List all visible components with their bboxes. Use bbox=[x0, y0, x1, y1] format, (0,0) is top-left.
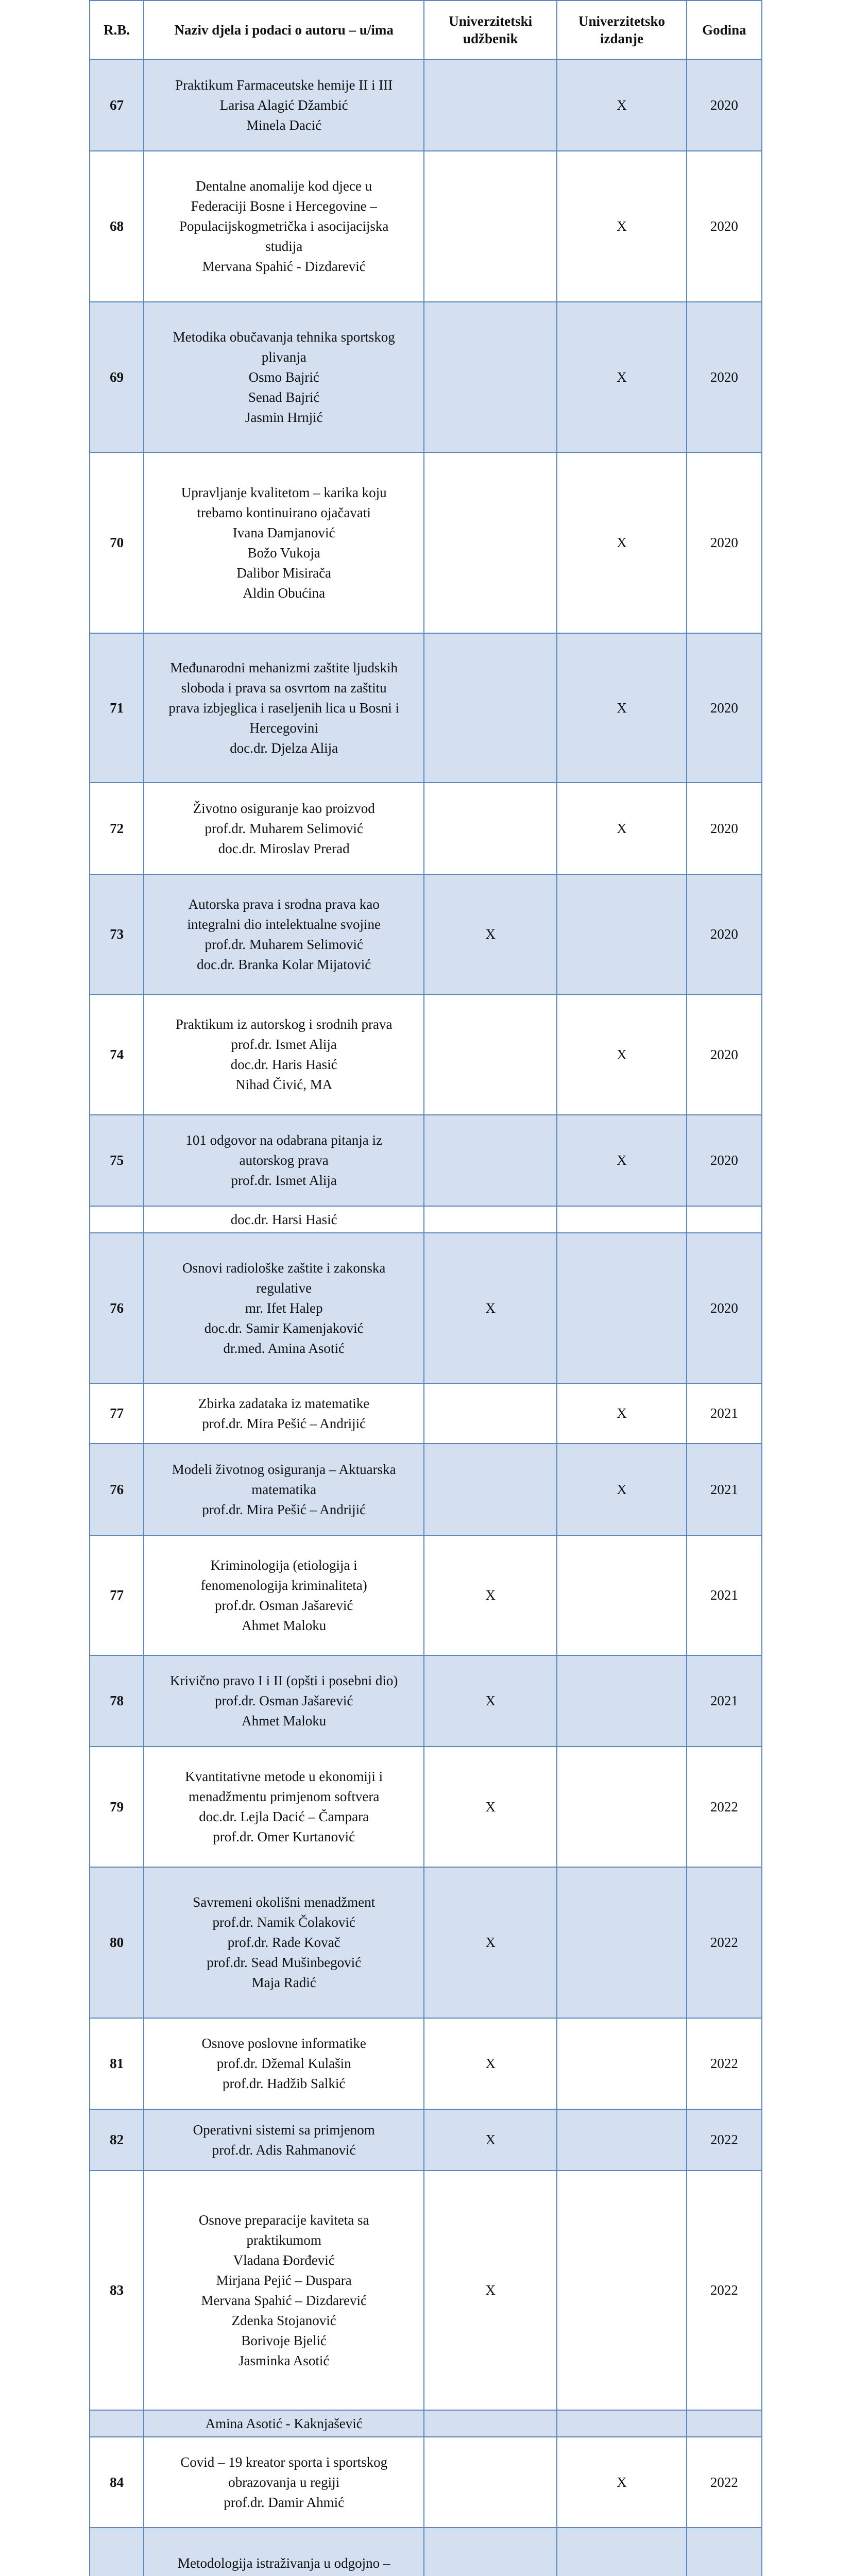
work-title-line: Praktikum Farmaceutske hemije II i III bbox=[175, 77, 393, 93]
author-line: prof.dr. Damir Ahmić bbox=[224, 2494, 345, 2510]
author-line: prof.dr. Ismet Alija bbox=[231, 1173, 337, 1188]
cell-edition: X bbox=[557, 633, 686, 783]
author-line bbox=[146, 2573, 421, 2576]
author-line: Nihad Čivić, MA bbox=[235, 1077, 333, 1092]
cell-rb: 83 bbox=[90, 2171, 144, 2410]
cell-rb: 71 bbox=[90, 633, 144, 783]
table-row bbox=[90, 1233, 762, 1383]
author-line: Mirjana Pejić – Duspara bbox=[216, 2272, 352, 2288]
cell-title-authors bbox=[144, 2018, 424, 2109]
cell-edition: X bbox=[557, 452, 686, 633]
work-title-line: Operativni sistemi sa primjenom bbox=[193, 2122, 375, 2138]
cell-title-authors bbox=[144, 452, 424, 633]
cell-textbook bbox=[424, 994, 557, 1115]
author-line: Maja Radić bbox=[251, 1975, 316, 1990]
cell-edition bbox=[557, 1206, 686, 1233]
cell-year: 2020 bbox=[687, 874, 762, 994]
cell-edition bbox=[557, 874, 686, 994]
cell-edition: X bbox=[557, 1115, 686, 1206]
author-line: doc.dr. Djelza Alija bbox=[230, 740, 338, 756]
cell-title-authors bbox=[144, 1747, 424, 1867]
author-line: doc.dr. Samir Kamenjaković bbox=[204, 1320, 364, 1336]
work-title-line: Međunarodni mehanizmi zaštite ljudskih bbox=[170, 659, 398, 675]
cell-textbook bbox=[424, 59, 557, 151]
cell-edition: X bbox=[557, 302, 686, 452]
cell-year: 2020 bbox=[687, 302, 762, 452]
cell-rb: 74 bbox=[90, 994, 144, 1115]
cell-textbook bbox=[424, 783, 557, 874]
author-line: doc.dr. Lejla Dacić – Čampara bbox=[199, 1809, 369, 1824]
cell-edition bbox=[557, 1747, 686, 1867]
cell-rb bbox=[90, 2528, 144, 2576]
cell-title-authors bbox=[144, 2171, 424, 2410]
cell-textbook: X bbox=[424, 1233, 557, 1383]
table-row bbox=[90, 2528, 762, 2576]
author-line: Ahmet Maloku bbox=[242, 1713, 327, 1728]
author-line: doc.dr. Harsi Hasić bbox=[230, 1211, 337, 1227]
table-row bbox=[90, 151, 762, 302]
author-line: Borivoje Bjelić bbox=[241, 2332, 327, 2348]
author-line: prof.dr. Džemal Kulašin bbox=[216, 2056, 351, 2071]
cell-title-authors bbox=[144, 2109, 424, 2171]
cell-textbook bbox=[424, 2437, 557, 2528]
cell-edition: X bbox=[557, 1383, 686, 1444]
cell-edition bbox=[557, 2528, 686, 2576]
author-line: Ivana Damjanović bbox=[232, 524, 335, 540]
cell-rb: 81 bbox=[90, 2018, 144, 2109]
author-line: prof.dr. Sead Mušinbegović bbox=[207, 1955, 362, 1970]
cell-year: 2022 bbox=[687, 2171, 762, 2410]
cell-year: 2021 bbox=[687, 1535, 762, 1655]
cell-edition: X bbox=[557, 151, 686, 302]
cell-year: 2020 bbox=[687, 1233, 762, 1383]
header-title: Naziv djela i podaci o autoru – u/ima bbox=[144, 1, 424, 59]
cell-textbook bbox=[424, 1206, 557, 1233]
table-row bbox=[90, 874, 762, 994]
author-line: prof.dr. Namik Čolaković bbox=[212, 1914, 355, 1930]
author-line: Amina Asotić - Kaknjašević bbox=[205, 2415, 363, 2431]
work-title-line: Zbirka zadataka iz matematike bbox=[198, 1395, 370, 1411]
table-row bbox=[90, 994, 762, 1115]
cell-title-authors bbox=[144, 994, 424, 1115]
author-line: Mervana Spahić – Dizdarević bbox=[201, 2292, 367, 2308]
work-title-line: Osnovi radiološke zaštite i zakonska bbox=[182, 1260, 386, 1276]
table-row bbox=[90, 2437, 762, 2528]
author-line: Federaciji Bosne i Hercegovine – bbox=[191, 198, 377, 214]
cell-edition: X bbox=[557, 59, 686, 151]
publications-table bbox=[89, 0, 762, 2576]
cell-edition: X bbox=[557, 2437, 686, 2528]
table-row bbox=[90, 1444, 762, 1535]
author-line: prof.dr. Rade Kovač bbox=[227, 1935, 340, 1950]
cell-rb: 77 bbox=[90, 1535, 144, 1655]
cell-rb: 70 bbox=[90, 452, 144, 633]
cell-edition bbox=[557, 1233, 686, 1383]
cell-title-authors bbox=[144, 1115, 424, 1206]
cell-title-authors bbox=[144, 151, 424, 302]
cell-rb: 78 bbox=[90, 1655, 144, 1747]
cell-title-authors bbox=[144, 2410, 424, 2437]
author-line: Aldin Obućina bbox=[243, 585, 326, 601]
author-line: integralni dio intelektualne svojine bbox=[187, 916, 381, 932]
cell-title-authors bbox=[144, 302, 424, 452]
cell-rb bbox=[90, 2410, 144, 2437]
cell-edition: X bbox=[557, 994, 686, 1115]
cell-textbook bbox=[424, 633, 557, 783]
cell-title-authors bbox=[144, 1206, 424, 1233]
author-line: praktikumom bbox=[246, 2232, 321, 2248]
cell-rb: 73 bbox=[90, 874, 144, 994]
cell-title-authors bbox=[144, 1233, 424, 1383]
cell-title-authors bbox=[144, 1867, 424, 2018]
author-line: doc.dr. Branka Kolar Mijatović bbox=[197, 956, 371, 972]
author-line: prof.dr. Ismet Alija bbox=[231, 1037, 337, 1052]
author-line: trebamo kontinuirano ojačavati bbox=[197, 504, 371, 520]
cell-title-authors bbox=[144, 783, 424, 874]
header-row bbox=[90, 1, 762, 59]
cell-textbook: X bbox=[424, 874, 557, 994]
cell-textbook bbox=[424, 302, 557, 452]
table-row bbox=[90, 1867, 762, 2018]
author-line: dr.med. Amina Asotić bbox=[223, 1340, 345, 1356]
work-title-line: Upravljanje kvalitetom – karika koju bbox=[181, 484, 387, 500]
cell-edition: X bbox=[557, 783, 686, 874]
cell-rb: 84 bbox=[90, 2437, 144, 2528]
cell-year: 2020 bbox=[687, 59, 762, 151]
author-line: obrazovanja u regiji bbox=[228, 2474, 340, 2490]
cell-textbook: X bbox=[424, 1655, 557, 1747]
table-header bbox=[90, 1, 762, 59]
cell-edition bbox=[557, 1655, 686, 1747]
author-line: Senad Bajrić bbox=[248, 389, 320, 405]
cell-edition bbox=[557, 1535, 686, 1655]
cell-year: 2020 bbox=[687, 783, 762, 874]
cell-title-authors bbox=[144, 1383, 424, 1444]
author-line: fenomenologija kriminaliteta) bbox=[200, 1577, 367, 1593]
table-row bbox=[90, 1383, 762, 1444]
table-row bbox=[90, 2018, 762, 2109]
cell-textbook bbox=[424, 1444, 557, 1535]
author-line: prof.dr. Muharem Selimović bbox=[205, 820, 363, 836]
author-line: prof.dr. Mira Pešić – Andrijić bbox=[202, 1415, 366, 1431]
work-title-line: Covid – 19 kreator sporta i sportskog bbox=[180, 2454, 388, 2470]
table-row bbox=[90, 783, 762, 874]
table-row bbox=[90, 633, 762, 783]
author-line: Populacijskogmetrička i asocijacijska bbox=[179, 218, 389, 234]
author-line: prava izbjeglica i raseljenih lica u Bosni i bbox=[168, 700, 399, 716]
cell-textbook bbox=[424, 1115, 557, 1206]
work-title-line: Kvantitativne metode u ekonomiji i bbox=[185, 1769, 383, 1784]
author-line: prof.dr. Hadžib Salkić bbox=[222, 2076, 346, 2091]
author-line: doc.dr. Haris Hasić bbox=[230, 1057, 337, 1072]
table-body bbox=[90, 59, 762, 2576]
author-line: plivanja bbox=[261, 349, 306, 365]
table-row bbox=[90, 2109, 762, 2171]
cell-rb: 79 bbox=[90, 1747, 144, 1867]
table-row bbox=[90, 452, 762, 633]
cell-year bbox=[687, 2528, 762, 2576]
cell-edition bbox=[557, 1867, 686, 2018]
author-line: Jasminka Asotić bbox=[238, 2352, 330, 2368]
cell-year: 2022 bbox=[687, 1867, 762, 2018]
author-line: prof.dr. Muharem Selimović bbox=[205, 936, 363, 952]
cell-title-authors bbox=[144, 59, 424, 151]
author-line: Zdenka Stojanović bbox=[231, 2312, 336, 2328]
author-line: Minela Dacić bbox=[246, 117, 322, 133]
author-line: sloboda i prava sa osvrtom na zaštitu bbox=[181, 680, 387, 696]
work-title-line: Savremeni okolišni menadžment bbox=[193, 1894, 376, 1910]
table-row bbox=[90, 302, 762, 452]
work-title-line: Metodika obučavanja tehnika sportskog bbox=[173, 329, 395, 345]
author-line: studija bbox=[265, 239, 303, 254]
cell-rb: 67 bbox=[90, 59, 144, 151]
cell-edition bbox=[557, 2109, 686, 2171]
author-line: prof.dr. Adis Rahmanović bbox=[212, 2142, 356, 2158]
cell-rb: 75 bbox=[90, 1115, 144, 1206]
author-line: Mervana Spahić - Dizdarević bbox=[202, 259, 366, 274]
cell-year: 2020 bbox=[687, 151, 762, 302]
work-title-line: Autorska prava i srodna prava kao bbox=[188, 896, 380, 912]
table-row bbox=[90, 2171, 762, 2410]
cell-rb: 68 bbox=[90, 151, 144, 302]
author-line: prof.dr. Mira Pešić – Andrijić bbox=[202, 1501, 366, 1517]
cell-year bbox=[687, 1206, 762, 1233]
cell-rb: 69 bbox=[90, 302, 144, 452]
table-row bbox=[90, 1535, 762, 1655]
cell-year: 2020 bbox=[687, 452, 762, 633]
author-line: Larisa Alagić Džambić bbox=[219, 97, 348, 113]
cell-textbook bbox=[424, 452, 557, 633]
cell-year: 2020 bbox=[687, 633, 762, 783]
author-line: Vladana Đorđević bbox=[233, 2252, 335, 2268]
table-row bbox=[90, 1747, 762, 1867]
cell-year: 2022 bbox=[687, 1747, 762, 1867]
cell-year: 2021 bbox=[687, 1655, 762, 1747]
cell-title-authors bbox=[144, 1535, 424, 1655]
author-line: prof.dr. Osman Jašarević bbox=[214, 1693, 353, 1708]
work-title-line: Dentalne anomalije kod djece u bbox=[196, 178, 372, 194]
author-line: regulative bbox=[256, 1280, 312, 1296]
author-line: Hercegovini bbox=[249, 720, 318, 736]
author-line: doc.dr. Miroslav Prerad bbox=[218, 840, 350, 856]
author-line: menadžmentu primjenom softvera bbox=[189, 1789, 380, 1804]
cell-edition bbox=[557, 2171, 686, 2410]
cell-rb bbox=[90, 1206, 144, 1233]
cell-textbook: X bbox=[424, 1747, 557, 1867]
cell-year: 2022 bbox=[687, 2018, 762, 2109]
cell-year: 2021 bbox=[687, 1444, 762, 1535]
cell-textbook: X bbox=[424, 2109, 557, 2171]
cell-title-authors bbox=[144, 633, 424, 783]
author-line: Jasmin Hrnjić bbox=[245, 409, 323, 425]
cell-textbook: X bbox=[424, 1867, 557, 2018]
header-rb: R.B. bbox=[90, 1, 144, 59]
table-row bbox=[90, 1115, 762, 1206]
cell-title-authors bbox=[144, 1444, 424, 1535]
cell-year: 2021 bbox=[687, 1383, 762, 1444]
cell-year: 2020 bbox=[687, 1115, 762, 1206]
cell-title-authors bbox=[144, 2528, 424, 2576]
author-line: Dalibor Misirača bbox=[236, 565, 332, 581]
table-row bbox=[90, 59, 762, 151]
table-row-continuation bbox=[90, 2410, 762, 2437]
cell-year: 2020 bbox=[687, 994, 762, 1115]
cell-textbook: X bbox=[424, 2018, 557, 2109]
header-edition: Univerzitetsko izdanje bbox=[557, 1, 686, 59]
cell-rb: 77 bbox=[90, 1383, 144, 1444]
cell-edition bbox=[557, 2018, 686, 2109]
cell-title-authors bbox=[144, 874, 424, 994]
table-row-continuation bbox=[90, 1206, 762, 1233]
author-line: prof.dr. Omer Kurtanović bbox=[213, 1829, 355, 1844]
work-title-line: Osnove preparacije kaviteta sa bbox=[198, 2212, 369, 2228]
work-title-line: Životno osiguranje kao proizvod bbox=[193, 800, 375, 816]
work-title-line: Metodologija istraživanja u odgojno – bbox=[177, 2555, 390, 2571]
cell-textbook bbox=[424, 151, 557, 302]
cell-textbook bbox=[424, 2410, 557, 2437]
author-line: Ahmet Maloku bbox=[242, 1617, 327, 1633]
cell-title-authors bbox=[144, 2437, 424, 2528]
work-title-line: Modeli životnog osiguranja – Aktuarska bbox=[172, 1461, 396, 1477]
cell-year: 2022 bbox=[687, 2437, 762, 2528]
work-title-line: 101 odgovor na odabrana pitanja iz bbox=[185, 1132, 383, 1148]
cell-textbook bbox=[424, 1383, 557, 1444]
cell-year bbox=[687, 2410, 762, 2437]
header-textbook: Univerzitetski udžbenik bbox=[424, 1, 557, 59]
cell-textbook: X bbox=[424, 2171, 557, 2410]
cell-title-authors bbox=[144, 1655, 424, 1747]
cell-textbook: X bbox=[424, 1535, 557, 1655]
author-line: autorskog prava bbox=[239, 1153, 329, 1168]
cell-year: 2022 bbox=[687, 2109, 762, 2171]
cell-rb: 76 bbox=[90, 1233, 144, 1383]
work-title-line: Krivično pravo I i II (opšti i posebni dio) bbox=[169, 1673, 398, 1688]
cell-rb: 82 bbox=[90, 2109, 144, 2171]
cell-rb: 76 bbox=[90, 1444, 144, 1535]
cell-rb: 80 bbox=[90, 1867, 144, 2018]
work-title-line: Osnove poslovne informatike bbox=[201, 2036, 366, 2051]
author-line: mr. Ifet Halep bbox=[245, 1300, 323, 1316]
cell-textbook bbox=[424, 2528, 557, 2576]
table-row bbox=[90, 1655, 762, 1747]
cell-rb: 72 bbox=[90, 783, 144, 874]
work-title-line: Praktikum iz autorskog i srodnih prava bbox=[175, 1016, 393, 1032]
work-title-line: Kriminologija (etiologija i bbox=[210, 1557, 357, 1573]
author-line: Osmo Bajrić bbox=[248, 369, 319, 385]
author-line: Božo Vukoja bbox=[247, 545, 320, 561]
header-year: Godina bbox=[687, 1, 762, 59]
author-line: prof.dr. Osman Jašarević bbox=[214, 1597, 353, 1613]
author-line: matematika bbox=[251, 1481, 317, 1497]
cell-edition bbox=[557, 2410, 686, 2437]
cell-edition: X bbox=[557, 1444, 686, 1535]
